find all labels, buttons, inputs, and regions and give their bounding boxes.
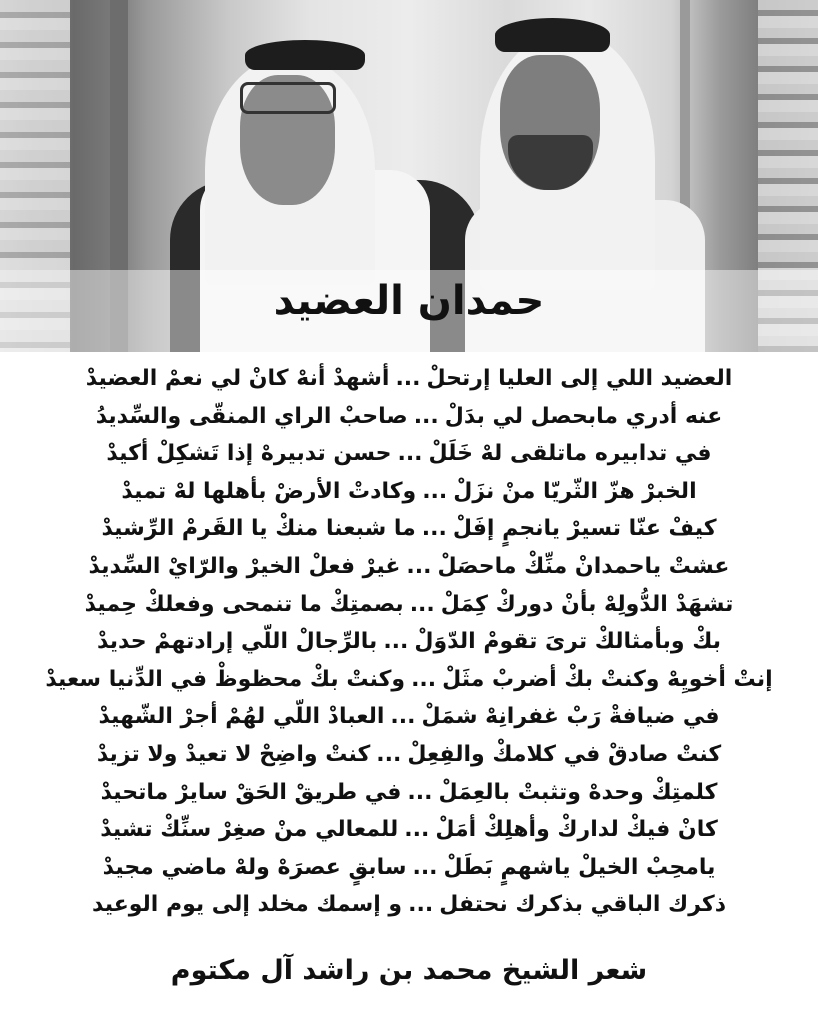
verse-first-hemistich: عشتْ ياحمدانْ منِّكْ ماحصَلْ <box>437 553 730 579</box>
verse-second-hemistich: ما شبعنا منكْ يا القَرمْ الرِّشيدْ <box>101 516 416 542</box>
verse-first-hemistich: العضيد اللي إلى العليا إرتحلْ <box>426 366 733 391</box>
verse-second-hemistich: بالرِّجالْ اللّي إرادتهمْ حديدْ <box>97 629 378 655</box>
verse-line <box>0 473 818 511</box>
verse-line <box>0 623 818 661</box>
verse-second-hemistich: وكادتْ الأرضْ بأهلها لهْ تميدْ <box>121 478 417 504</box>
verse-separator: ... <box>390 704 416 730</box>
verse-separator: ... <box>411 666 437 692</box>
verse-first-hemistich: يامحِبْ الخيلْ ياشهمٍ بَطَلْ <box>443 854 716 880</box>
verse-second-hemistich: صاحبْ الراي المنقّى والسِّديدُ <box>95 403 408 429</box>
verse-separator: ... <box>407 779 433 805</box>
verse-first-hemistich: بكْ وبأمثالكْ ترىَ تقومْ الدّوَلْ <box>414 629 721 655</box>
verse-line <box>0 548 818 586</box>
verse-line <box>0 398 818 436</box>
verse-line <box>0 586 818 624</box>
verse-first-hemistich: كلمتِكْ وحدهْ وتثبتْ بالعِمَلْ <box>438 779 718 805</box>
verse-line <box>0 510 818 548</box>
verse-line <box>0 774 818 812</box>
verse-line <box>0 661 818 699</box>
verse-second-hemistich: كنتْ واضِحْ لا تعيدْ ولا تزيدْ <box>96 741 371 767</box>
verse-second-hemistich: بصمتِكْ ما تنمحى وفعلكْ حِميدْ <box>84 591 404 617</box>
verse-separator: ... <box>397 441 423 467</box>
verse-separator: ... <box>421 516 447 542</box>
poem-body <box>0 360 818 924</box>
verse-first-hemistich: الخبرْ هزّ الثّريّا منْ نزَلْ <box>453 478 697 504</box>
poster-title: حمدان العضيد <box>273 278 545 324</box>
verse-first-hemistich: تشهَدْ الدُّولِهْ بأنْ دوركْ كِمَلْ <box>440 591 734 617</box>
verse-second-hemistich: أشهدْ أنهْ كانْ لي نعمْ العضيدْ <box>85 366 390 391</box>
verse-separator: ... <box>413 403 439 429</box>
header-photo <box>0 0 818 352</box>
author-credit: شعر الشيخ محمد بن راشد آل مكتوم <box>170 955 648 986</box>
verse-line <box>0 886 818 924</box>
verse-second-hemistich: و إسمك مخلد إلى يوم الوعيد <box>92 892 403 918</box>
verse-first-hemistich: إنتْ أخويِهْ وكنتْ بكْ أضربْ مثَلْ <box>442 666 773 692</box>
verse-separator: ... <box>408 892 434 918</box>
verse-second-hemistich: وكنتْ بكْ محظوظْ في الدِّنيا سعيدْ <box>45 666 406 692</box>
verse-line <box>0 736 818 774</box>
verse-line <box>0 435 818 473</box>
verse-first-hemistich: كيفْ عنّا تسيرْ يانجمٍ إفَلْ <box>452 516 717 542</box>
verse-separator: ... <box>395 366 421 391</box>
verse-first-hemistich: في ضيافةْ رَبْ غفرانِهْ شمَلْ <box>421 704 720 730</box>
verse-first-hemistich: عنه أدري مابحصل لي بدَلْ <box>444 403 723 429</box>
verse-separator: ... <box>412 854 438 880</box>
verse-separator: ... <box>383 629 409 655</box>
verse-second-hemistich: سابقٍ عصرَهْ ولهْ ماضي مجيدْ <box>102 854 407 880</box>
verse-first-hemistich: ذكرك الباقي بذكرك نحتفل <box>439 892 726 918</box>
verse-first-hemistich: كانْ فيكْ لداركْ وأهلِكْ أمَلْ <box>435 817 718 843</box>
verse-separator: ... <box>406 553 432 579</box>
verse-first-hemistich: كنتْ صادقْ في كلامكْ والفِعِلْ <box>407 741 722 767</box>
verse-second-hemistich: غيرْ فعلْ الخيرْ والرّايْ السِّديدْ <box>88 553 401 579</box>
verse-first-hemistich: في تدابيره ماتلقى لهْ خَلَلْ <box>428 441 712 467</box>
verse-separator: ... <box>409 591 435 617</box>
verse-line <box>0 811 818 849</box>
verse-line <box>0 698 818 736</box>
verse-second-hemistich: حسن تدبيرهْ إذا تَشكِلْ أكيدْ <box>106 441 392 467</box>
verse-line <box>0 360 818 398</box>
verse-second-hemistich: في طريقْ الحَقْ سايرْ ماتحيدْ <box>100 779 402 805</box>
verse-second-hemistich: العبادْ اللّي لهُمْ أجرْ الشّهيدْ <box>98 704 385 730</box>
verse-second-hemistich: للمعالي منْ صغِرْ سنِّكْ تشيدْ <box>100 817 399 843</box>
verse-line <box>0 849 818 887</box>
verse-separator: ... <box>422 478 448 504</box>
verse-separator: ... <box>376 741 402 767</box>
verse-separator: ... <box>404 817 430 843</box>
